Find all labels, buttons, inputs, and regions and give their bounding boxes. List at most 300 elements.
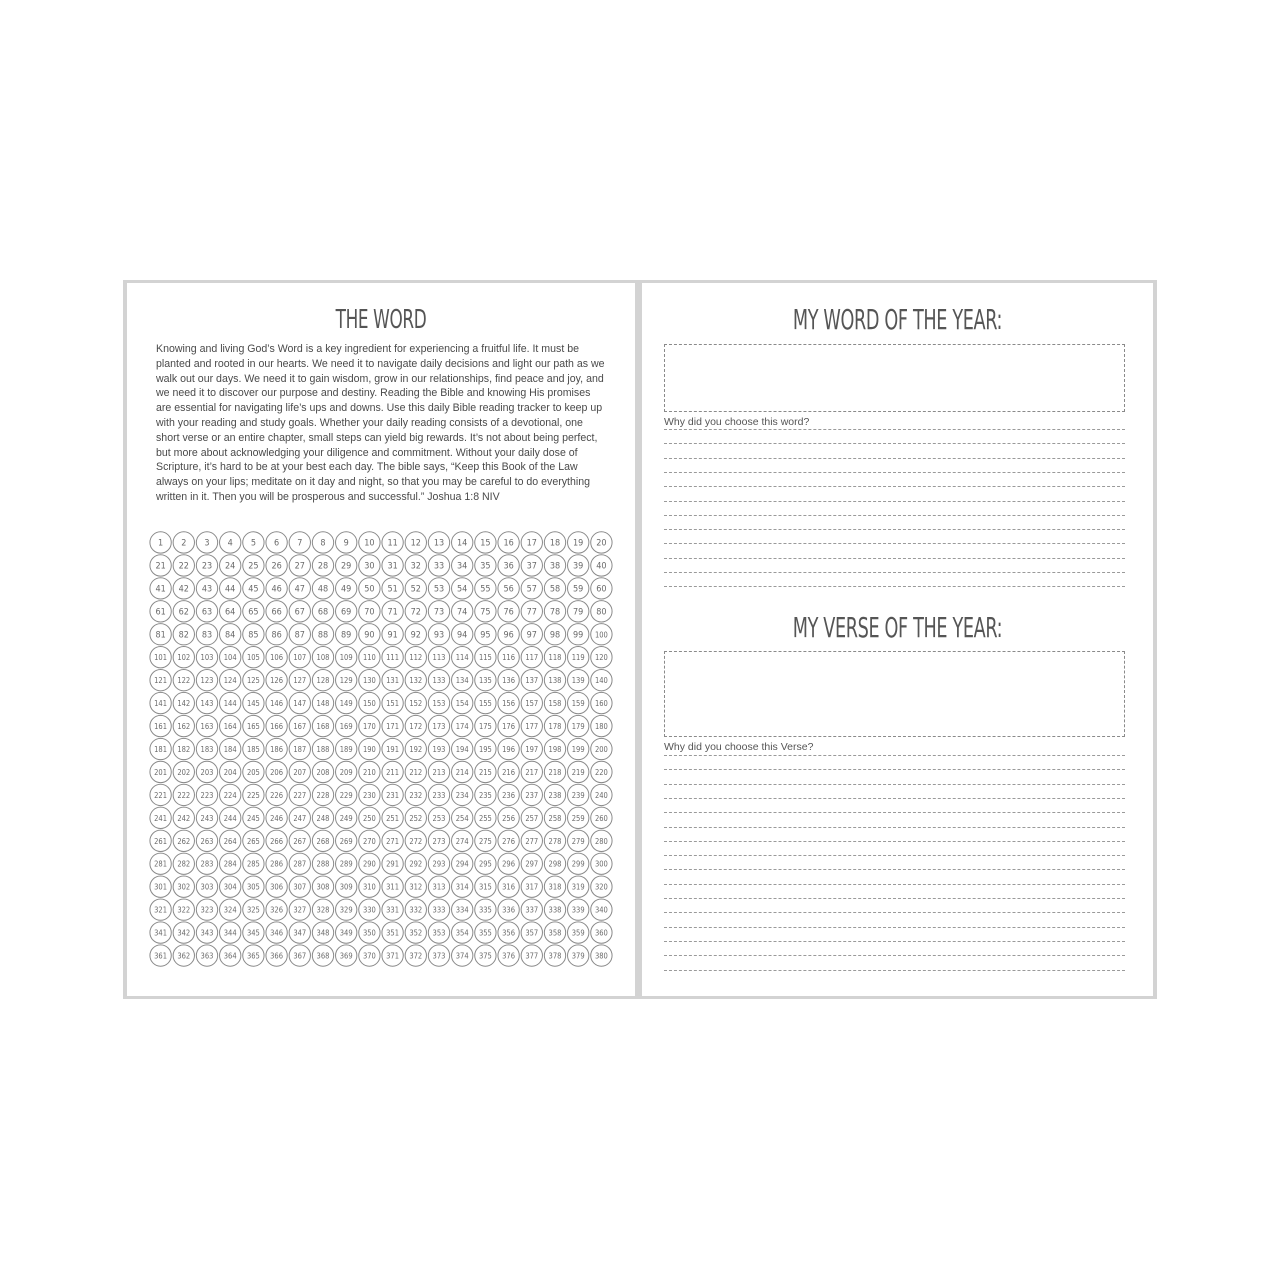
tracker-day-87[interactable] — [289, 624, 310, 645]
tracker-day-13[interactable] — [428, 532, 449, 553]
tracker-day-363[interactable] — [196, 945, 217, 966]
tracker-day-15[interactable] — [475, 532, 496, 553]
tracker-day-6[interactable] — [266, 532, 287, 553]
tracker-day-45[interactable] — [243, 578, 264, 599]
tracker-day-128[interactable] — [312, 669, 333, 690]
tracker-day-50[interactable] — [359, 578, 380, 599]
tracker-day-360[interactable] — [591, 922, 612, 943]
tracker-day-248[interactable] — [312, 807, 333, 828]
tracker-day-174[interactable] — [452, 715, 473, 736]
tracker-day-134[interactable] — [452, 669, 473, 690]
tracker-day-233[interactable] — [428, 784, 449, 805]
tracker-day-324[interactable] — [220, 899, 241, 920]
tracker-day-224[interactable] — [220, 784, 241, 805]
tracker-day-247[interactable] — [289, 807, 310, 828]
tracker-day-5[interactable] — [243, 532, 264, 553]
tracker-day-72[interactable] — [405, 601, 426, 622]
tracker-day-203[interactable] — [196, 761, 217, 782]
tracker-day-210[interactable] — [359, 761, 380, 782]
tracker-day-42[interactable] — [173, 578, 194, 599]
tracker-day-212[interactable] — [405, 761, 426, 782]
writing-line[interactable] — [664, 955, 1125, 956]
writing-line[interactable] — [664, 769, 1125, 770]
tracker-day-30[interactable] — [359, 555, 380, 576]
tracker-day-46[interactable] — [266, 578, 287, 599]
tracker-day-256[interactable] — [498, 807, 519, 828]
tracker-day-127[interactable] — [289, 669, 310, 690]
tracker-day-289[interactable] — [336, 853, 357, 874]
tracker-day-175[interactable] — [475, 715, 496, 736]
tracker-day-258[interactable] — [544, 807, 565, 828]
word-of-year-box[interactable] — [664, 344, 1125, 412]
tracker-day-193[interactable] — [428, 738, 449, 759]
tracker-day-331[interactable] — [382, 899, 403, 920]
tracker-day-98[interactable] — [544, 624, 565, 645]
tracker-day-268[interactable] — [312, 830, 333, 851]
tracker-day-222[interactable] — [173, 784, 194, 805]
tracker-day-332[interactable] — [405, 899, 426, 920]
tracker-day-192[interactable] — [405, 738, 426, 759]
tracker-day-218[interactable] — [544, 761, 565, 782]
tracker-day-329[interactable] — [336, 899, 357, 920]
tracker-day-185[interactable] — [243, 738, 264, 759]
tracker-day-296[interactable] — [498, 853, 519, 874]
tracker-day-196[interactable] — [498, 738, 519, 759]
tracker-day-345[interactable] — [243, 922, 264, 943]
tracker-day-318[interactable] — [544, 876, 565, 897]
tracker-day-73[interactable] — [428, 601, 449, 622]
writing-line[interactable] — [664, 812, 1125, 813]
tracker-day-378[interactable] — [544, 945, 565, 966]
tracker-day-354[interactable] — [452, 922, 473, 943]
tracker-day-141[interactable] — [150, 692, 171, 713]
tracker-day-320[interactable] — [591, 876, 612, 897]
tracker-day-70[interactable] — [359, 601, 380, 622]
tracker-day-207[interactable] — [289, 761, 310, 782]
tracker-day-280[interactable] — [591, 830, 612, 851]
tracker-day-275[interactable] — [475, 830, 496, 851]
tracker-day-307[interactable] — [289, 876, 310, 897]
tracker-day-228[interactable] — [312, 784, 333, 805]
tracker-day-278[interactable] — [544, 830, 565, 851]
tracker-day-52[interactable] — [405, 578, 426, 599]
tracker-day-1[interactable] — [150, 532, 171, 553]
tracker-day-165[interactable] — [243, 715, 264, 736]
tracker-day-204[interactable] — [220, 761, 241, 782]
tracker-day-283[interactable] — [196, 853, 217, 874]
tracker-day-112[interactable] — [405, 647, 426, 668]
tracker-day-154[interactable] — [452, 692, 473, 713]
tracker-day-100[interactable] — [591, 624, 612, 645]
tracker-day-350[interactable] — [359, 922, 380, 943]
tracker-day-214[interactable] — [452, 761, 473, 782]
tracker-day-116[interactable] — [498, 647, 519, 668]
tracker-day-301[interactable] — [150, 876, 171, 897]
tracker-day-132[interactable] — [405, 669, 426, 690]
tracker-day-153[interactable] — [428, 692, 449, 713]
tracker-day-97[interactable] — [521, 624, 542, 645]
tracker-day-205[interactable] — [243, 761, 264, 782]
tracker-day-102[interactable] — [173, 647, 194, 668]
tracker-day-160[interactable] — [591, 692, 612, 713]
tracker-day-47[interactable] — [289, 578, 310, 599]
tracker-day-51[interactable] — [382, 578, 403, 599]
tracker-day-26[interactable] — [266, 555, 287, 576]
tracker-day-177[interactable] — [521, 715, 542, 736]
tracker-day-147[interactable] — [289, 692, 310, 713]
tracker-day-263[interactable] — [196, 830, 217, 851]
tracker-day-314[interactable] — [452, 876, 473, 897]
tracker-day-251[interactable] — [382, 807, 403, 828]
tracker-day-260[interactable] — [591, 807, 612, 828]
tracker-day-111[interactable] — [382, 647, 403, 668]
tracker-day-377[interactable] — [521, 945, 542, 966]
tracker-day-284[interactable] — [220, 853, 241, 874]
tracker-day-293[interactable] — [428, 853, 449, 874]
tracker-day-342[interactable] — [173, 922, 194, 943]
tracker-day-76[interactable] — [498, 601, 519, 622]
tracker-day-339[interactable] — [568, 899, 589, 920]
tracker-day-85[interactable] — [243, 624, 264, 645]
tracker-day-19[interactable] — [568, 532, 589, 553]
tracker-day-287[interactable] — [289, 853, 310, 874]
tracker-day-353[interactable] — [428, 922, 449, 943]
tracker-day-194[interactable] — [452, 738, 473, 759]
writing-line[interactable] — [664, 458, 1125, 459]
tracker-day-81[interactable] — [150, 624, 171, 645]
tracker-day-229[interactable] — [336, 784, 357, 805]
tracker-day-337[interactable] — [521, 899, 542, 920]
tracker-day-105[interactable] — [243, 647, 264, 668]
tracker-day-273[interactable] — [428, 830, 449, 851]
tracker-day-252[interactable] — [405, 807, 426, 828]
tracker-day-78[interactable] — [544, 601, 565, 622]
tracker-day-90[interactable] — [359, 624, 380, 645]
tracker-day-41[interactable] — [150, 578, 171, 599]
writing-line[interactable] — [664, 558, 1125, 559]
tracker-day-37[interactable] — [521, 555, 542, 576]
tracker-day-156[interactable] — [498, 692, 519, 713]
tracker-day-33[interactable] — [428, 555, 449, 576]
tracker-day-240[interactable] — [591, 784, 612, 805]
verse-of-year-box[interactable] — [664, 651, 1125, 737]
tracker-day-158[interactable] — [544, 692, 565, 713]
tracker-day-22[interactable] — [173, 555, 194, 576]
tracker-day-276[interactable] — [498, 830, 519, 851]
tracker-day-162[interactable] — [173, 715, 194, 736]
tracker-day-11[interactable] — [382, 532, 403, 553]
tracker-day-201[interactable] — [150, 761, 171, 782]
writing-line[interactable] — [664, 501, 1125, 502]
tracker-day-335[interactable] — [475, 899, 496, 920]
tracker-day-334[interactable] — [452, 899, 473, 920]
tracker-day-140[interactable] — [591, 669, 612, 690]
tracker-day-286[interactable] — [266, 853, 287, 874]
tracker-day-206[interactable] — [266, 761, 287, 782]
tracker-day-123[interactable] — [196, 669, 217, 690]
tracker-day-69[interactable] — [336, 601, 357, 622]
tracker-day-198[interactable] — [544, 738, 565, 759]
tracker-day-65[interactable] — [243, 601, 264, 622]
writing-line[interactable] — [664, 486, 1125, 487]
tracker-day-356[interactable] — [498, 922, 519, 943]
writing-line[interactable] — [664, 443, 1125, 444]
tracker-day-277[interactable] — [521, 830, 542, 851]
tracker-day-67[interactable] — [289, 601, 310, 622]
writing-line[interactable] — [664, 572, 1125, 573]
tracker-day-152[interactable] — [405, 692, 426, 713]
tracker-day-138[interactable] — [544, 669, 565, 690]
tracker-day-120[interactable] — [591, 647, 612, 668]
tracker-day-269[interactable] — [336, 830, 357, 851]
tracker-day-119[interactable] — [568, 647, 589, 668]
tracker-day-150[interactable] — [359, 692, 380, 713]
tracker-day-125[interactable] — [243, 669, 264, 690]
tracker-day-108[interactable] — [312, 647, 333, 668]
writing-line[interactable] — [664, 869, 1125, 870]
tracker-day-295[interactable] — [475, 853, 496, 874]
tracker-day-61[interactable] — [150, 601, 171, 622]
tracker-day-341[interactable] — [150, 922, 171, 943]
tracker-day-39[interactable] — [568, 555, 589, 576]
tracker-day-184[interactable] — [220, 738, 241, 759]
tracker-day-265[interactable] — [243, 830, 264, 851]
tracker-day-323[interactable] — [196, 899, 217, 920]
tracker-day-139[interactable] — [568, 669, 589, 690]
tracker-day-63[interactable] — [196, 601, 217, 622]
tracker-day-168[interactable] — [312, 715, 333, 736]
tracker-day-135[interactable] — [475, 669, 496, 690]
tracker-day-370[interactable] — [359, 945, 380, 966]
tracker-day-346[interactable] — [266, 922, 287, 943]
writing-line[interactable] — [664, 941, 1125, 942]
writing-line[interactable] — [664, 841, 1125, 842]
tracker-day-358[interactable] — [544, 922, 565, 943]
tracker-day-151[interactable] — [382, 692, 403, 713]
tracker-day-255[interactable] — [475, 807, 496, 828]
tracker-day-310[interactable] — [359, 876, 380, 897]
tracker-day-340[interactable] — [591, 899, 612, 920]
tracker-day-145[interactable] — [243, 692, 264, 713]
tracker-day-219[interactable] — [568, 761, 589, 782]
tracker-day-43[interactable] — [196, 578, 217, 599]
tracker-day-161[interactable] — [150, 715, 171, 736]
tracker-day-202[interactable] — [173, 761, 194, 782]
tracker-day-223[interactable] — [196, 784, 217, 805]
tracker-day-349[interactable] — [336, 922, 357, 943]
tracker-day-243[interactable] — [196, 807, 217, 828]
tracker-day-171[interactable] — [382, 715, 403, 736]
tracker-day-325[interactable] — [243, 899, 264, 920]
tracker-day-244[interactable] — [220, 807, 241, 828]
tracker-day-103[interactable] — [196, 647, 217, 668]
tracker-day-313[interactable] — [428, 876, 449, 897]
tracker-day-372[interactable] — [405, 945, 426, 966]
tracker-day-308[interactable] — [312, 876, 333, 897]
tracker-day-34[interactable] — [452, 555, 473, 576]
tracker-day-8[interactable] — [312, 532, 333, 553]
writing-line[interactable] — [664, 827, 1125, 828]
tracker-day-79[interactable] — [568, 601, 589, 622]
tracker-day-274[interactable] — [452, 830, 473, 851]
tracker-day-101[interactable] — [150, 647, 171, 668]
tracker-day-322[interactable] — [173, 899, 194, 920]
tracker-day-148[interactable] — [312, 692, 333, 713]
tracker-day-183[interactable] — [196, 738, 217, 759]
writing-line[interactable] — [664, 472, 1125, 473]
tracker-day-285[interactable] — [243, 853, 264, 874]
tracker-day-227[interactable] — [289, 784, 310, 805]
tracker-day-272[interactable] — [405, 830, 426, 851]
tracker-day-371[interactable] — [382, 945, 403, 966]
tracker-day-309[interactable] — [336, 876, 357, 897]
tracker-day-144[interactable] — [220, 692, 241, 713]
tracker-day-129[interactable] — [336, 669, 357, 690]
tracker-day-83[interactable] — [196, 624, 217, 645]
tracker-day-149[interactable] — [336, 692, 357, 713]
tracker-day-303[interactable] — [196, 876, 217, 897]
tracker-day-374[interactable] — [452, 945, 473, 966]
tracker-day-167[interactable] — [289, 715, 310, 736]
tracker-day-178[interactable] — [544, 715, 565, 736]
tracker-day-56[interactable] — [498, 578, 519, 599]
tracker-day-246[interactable] — [266, 807, 287, 828]
tracker-day-367[interactable] — [289, 945, 310, 966]
tracker-day-53[interactable] — [428, 578, 449, 599]
tracker-day-25[interactable] — [243, 555, 264, 576]
tracker-day-18[interactable] — [544, 532, 565, 553]
writing-line[interactable] — [664, 784, 1125, 785]
tracker-day-187[interactable] — [289, 738, 310, 759]
tracker-day-4[interactable] — [220, 532, 241, 553]
tracker-day-29[interactable] — [336, 555, 357, 576]
tracker-day-376[interactable] — [498, 945, 519, 966]
tracker-day-180[interactable] — [591, 715, 612, 736]
tracker-day-348[interactable] — [312, 922, 333, 943]
tracker-day-259[interactable] — [568, 807, 589, 828]
tracker-day-379[interactable] — [568, 945, 589, 966]
writing-line[interactable] — [664, 755, 1125, 756]
tracker-day-133[interactable] — [428, 669, 449, 690]
tracker-day-352[interactable] — [405, 922, 426, 943]
tracker-day-23[interactable] — [196, 555, 217, 576]
tracker-day-190[interactable] — [359, 738, 380, 759]
tracker-day-208[interactable] — [312, 761, 333, 782]
tracker-day-197[interactable] — [521, 738, 542, 759]
tracker-day-124[interactable] — [220, 669, 241, 690]
tracker-day-182[interactable] — [173, 738, 194, 759]
tracker-day-172[interactable] — [405, 715, 426, 736]
tracker-day-117[interactable] — [521, 647, 542, 668]
tracker-day-95[interactable] — [475, 624, 496, 645]
tracker-day-142[interactable] — [173, 692, 194, 713]
tracker-day-271[interactable] — [382, 830, 403, 851]
tracker-day-92[interactable] — [405, 624, 426, 645]
tracker-day-28[interactable] — [312, 555, 333, 576]
tracker-day-80[interactable] — [591, 601, 612, 622]
tracker-day-250[interactable] — [359, 807, 380, 828]
tracker-day-35[interactable] — [475, 555, 496, 576]
tracker-day-189[interactable] — [336, 738, 357, 759]
tracker-day-181[interactable] — [150, 738, 171, 759]
tracker-day-110[interactable] — [359, 647, 380, 668]
tracker-day-75[interactable] — [475, 601, 496, 622]
tracker-day-12[interactable] — [405, 532, 426, 553]
writing-line[interactable] — [664, 927, 1125, 928]
tracker-day-221[interactable] — [150, 784, 171, 805]
tracker-day-107[interactable] — [289, 647, 310, 668]
tracker-day-336[interactable] — [498, 899, 519, 920]
writing-line[interactable] — [664, 586, 1125, 587]
tracker-day-264[interactable] — [220, 830, 241, 851]
tracker-day-235[interactable] — [475, 784, 496, 805]
tracker-day-7[interactable] — [289, 532, 310, 553]
tracker-day-58[interactable] — [544, 578, 565, 599]
tracker-day-361[interactable] — [150, 945, 171, 966]
tracker-day-267[interactable] — [289, 830, 310, 851]
tracker-day-27[interactable] — [289, 555, 310, 576]
tracker-day-109[interactable] — [336, 647, 357, 668]
tracker-day-241[interactable] — [150, 807, 171, 828]
tracker-day-137[interactable] — [521, 669, 542, 690]
tracker-day-113[interactable] — [428, 647, 449, 668]
tracker-day-16[interactable] — [498, 532, 519, 553]
tracker-day-236[interactable] — [498, 784, 519, 805]
tracker-day-186[interactable] — [266, 738, 287, 759]
tracker-day-253[interactable] — [428, 807, 449, 828]
tracker-day-326[interactable] — [266, 899, 287, 920]
tracker-day-3[interactable] — [196, 532, 217, 553]
tracker-day-281[interactable] — [150, 853, 171, 874]
tracker-day-209[interactable] — [336, 761, 357, 782]
tracker-day-302[interactable] — [173, 876, 194, 897]
tracker-day-17[interactable] — [521, 532, 542, 553]
tracker-day-164[interactable] — [220, 715, 241, 736]
tracker-day-290[interactable] — [359, 853, 380, 874]
tracker-day-261[interactable] — [150, 830, 171, 851]
tracker-day-217[interactable] — [521, 761, 542, 782]
tracker-day-231[interactable] — [382, 784, 403, 805]
tracker-day-60[interactable] — [591, 578, 612, 599]
tracker-day-155[interactable] — [475, 692, 496, 713]
tracker-day-191[interactable] — [382, 738, 403, 759]
tracker-day-126[interactable] — [266, 669, 287, 690]
tracker-day-54[interactable] — [452, 578, 473, 599]
tracker-day-315[interactable] — [475, 876, 496, 897]
tracker-day-86[interactable] — [266, 624, 287, 645]
tracker-day-188[interactable] — [312, 738, 333, 759]
tracker-day-294[interactable] — [452, 853, 473, 874]
tracker-day-238[interactable] — [544, 784, 565, 805]
tracker-day-71[interactable] — [382, 601, 403, 622]
tracker-day-319[interactable] — [568, 876, 589, 897]
tracker-day-343[interactable] — [196, 922, 217, 943]
tracker-day-143[interactable] — [196, 692, 217, 713]
tracker-day-36[interactable] — [498, 555, 519, 576]
tracker-day-327[interactable] — [289, 899, 310, 920]
tracker-day-234[interactable] — [452, 784, 473, 805]
tracker-day-213[interactable] — [428, 761, 449, 782]
tracker-day-216[interactable] — [498, 761, 519, 782]
tracker-day-344[interactable] — [220, 922, 241, 943]
tracker-day-292[interactable] — [405, 853, 426, 874]
tracker-day-365[interactable] — [243, 945, 264, 966]
tracker-day-364[interactable] — [220, 945, 241, 966]
tracker-day-131[interactable] — [382, 669, 403, 690]
tracker-day-57[interactable] — [521, 578, 542, 599]
tracker-day-38[interactable] — [544, 555, 565, 576]
tracker-day-121[interactable] — [150, 669, 171, 690]
